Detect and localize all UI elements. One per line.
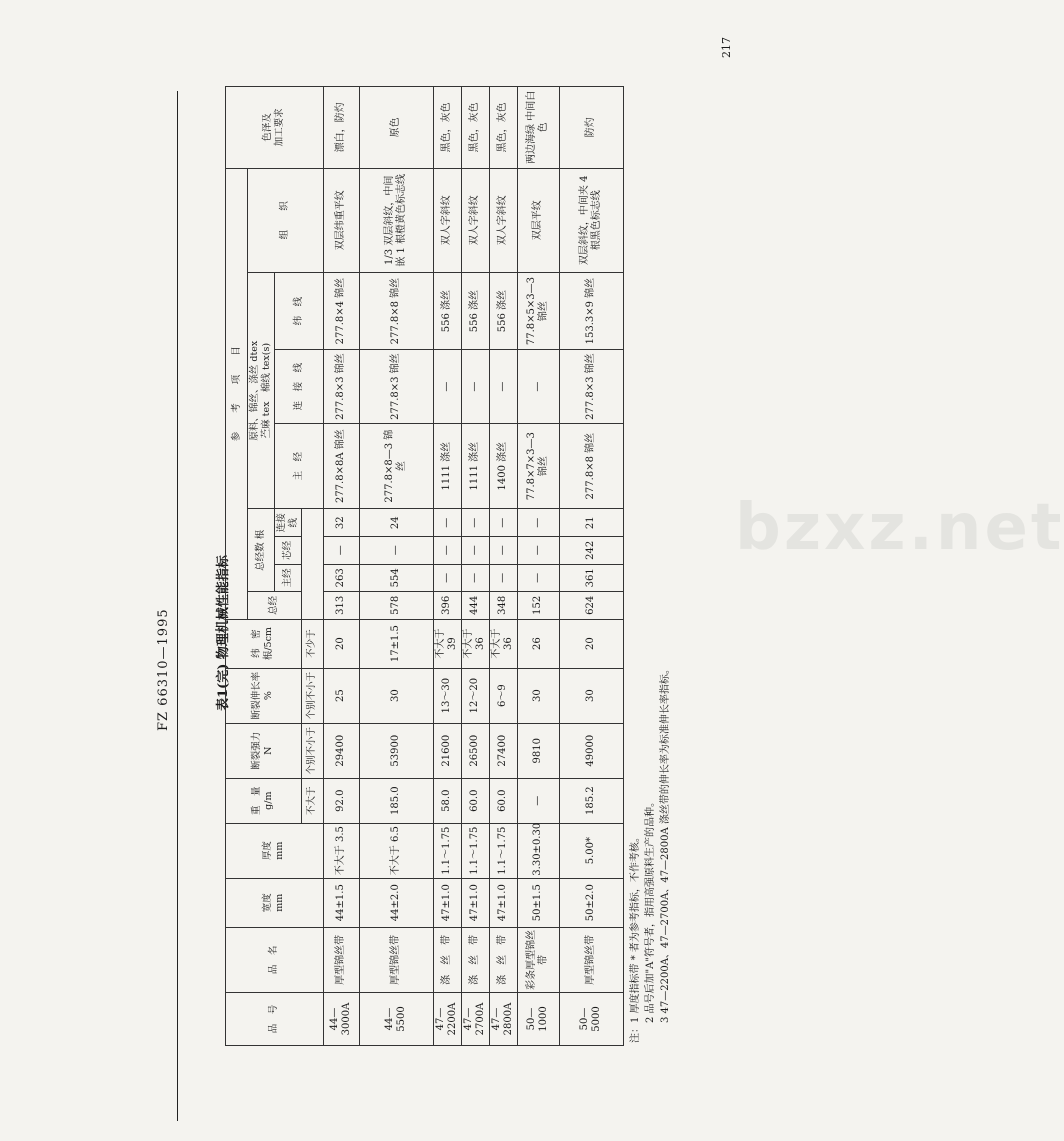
header-elongation: [226, 668, 302, 723]
cell-core: —: [323, 537, 359, 565]
cell-name: 厚型锦丝带: [559, 927, 623, 992]
header-weft-density-unit: 根/5cm: [263, 627, 275, 661]
cell-code: 50—1000: [517, 992, 559, 1045]
cell-thickness: 1.1～1.75: [461, 823, 489, 878]
cell-thickness: 1.1～1.75: [489, 823, 517, 878]
cell-mat-weft: 277.8×4 锦丝: [323, 272, 359, 350]
cell-mat-conn: —: [461, 350, 489, 423]
cell-width: 47±1.0: [489, 878, 517, 927]
cell-mat-weft: 556 涤丝: [433, 272, 461, 350]
cell-mat-weft: 556 涤丝: [489, 272, 517, 350]
cell-color: 两边海绿 中间白色: [517, 87, 559, 169]
header-material-label-2: 苎麻 tex 棉线 tex(s): [260, 342, 272, 439]
cell-elongation: 25: [323, 668, 359, 723]
cell-core: —: [461, 537, 489, 565]
header-material: [248, 272, 275, 509]
header-pinming: 品 名: [226, 927, 324, 992]
cell-thickness: 1.1～1.75: [433, 823, 461, 878]
cell-code: 44—5500: [359, 992, 433, 1045]
cell-color: 漂白，防灼: [323, 87, 359, 169]
header-weft-density-sub: 不少于: [301, 619, 323, 668]
cell-mat-conn: 277.8×3 锦丝: [559, 350, 623, 423]
cell-weight: 185.0: [359, 778, 433, 823]
cell-thickness: 不大于 6.5: [359, 823, 433, 878]
standard-number: FZ 66310—1995: [156, 608, 171, 731]
cell-width: 50±1.5: [517, 878, 559, 927]
cell-strength: 49000: [559, 723, 623, 778]
cell-conn: 32: [323, 509, 359, 537]
cell-total: 578: [359, 592, 433, 620]
header-reference: 参 考 项 目: [226, 168, 248, 619]
cell-width: 44±1.5: [323, 878, 359, 927]
cell-strength: 21600: [433, 723, 461, 778]
cell-density: 26: [517, 619, 559, 668]
table-row: [559, 87, 623, 1046]
cell-weight: —: [517, 778, 559, 823]
cell-weight: 58.0: [433, 778, 461, 823]
cell-main: —: [517, 564, 559, 592]
table-notes: [628, 664, 673, 1043]
cell-conn: 24: [359, 509, 433, 537]
cell-elongation: 12～20: [461, 668, 489, 723]
header-m-lianjie: 连 接 线: [274, 350, 323, 423]
cell-core: —: [433, 537, 461, 565]
cell-org: 双层平纹: [517, 168, 559, 272]
cell-total: 444: [461, 592, 489, 620]
cell-main: 361: [559, 564, 623, 592]
cell-code: 47—2700A: [461, 992, 489, 1045]
header-strength-label: 断裂强力: [251, 731, 263, 770]
cell-core: 242: [559, 537, 623, 565]
cell-total: 152: [517, 592, 559, 620]
cell-color: 黑色，灰色: [489, 87, 517, 169]
cell-thickness: 3.30±0.30: [517, 823, 559, 878]
cell-mat-main: 77.8×7×3—3 锦丝: [517, 423, 559, 509]
header-pinhao: 品 号: [226, 992, 324, 1045]
header-elongation-label: 断裂伸长率: [251, 671, 263, 720]
header-total-ends: [248, 509, 275, 592]
cell-mat-conn: 277.8×3 锦丝: [359, 350, 433, 423]
cell-code: 44—3000A: [323, 992, 359, 1045]
header-organization: 组 织: [248, 168, 324, 272]
header-weight: [226, 778, 302, 823]
cell-name: 厚型锦丝带: [359, 927, 433, 992]
page-number: 217: [720, 37, 733, 58]
cell-core: —: [517, 537, 559, 565]
table-title: 表1(完) 物理机械性能指标: [216, 555, 231, 711]
cell-elongation: 6～9: [489, 668, 517, 723]
header-width-unit: mm: [274, 893, 286, 912]
cell-color: 原色: [359, 87, 433, 169]
cell-elongation: 30: [359, 668, 433, 723]
header-color-label: 色泽及: [262, 113, 274, 142]
cell-mat-main: 277.8×8—3 锦丝: [359, 423, 433, 509]
cell-strength: 29400: [323, 723, 359, 778]
cell-density: 不大于 36: [489, 619, 517, 668]
header-strength-sub: 个别不小于: [301, 723, 323, 778]
cell-main: —: [461, 564, 489, 592]
cell-mat-conn: —: [517, 350, 559, 423]
table-row: [517, 87, 559, 1046]
header-thickness-label: 厚度: [262, 841, 274, 861]
cell-strength: 26500: [461, 723, 489, 778]
header-weight-label: 重 量: [251, 786, 263, 815]
cell-conn: —: [461, 509, 489, 537]
header-ends-spacer: [301, 509, 323, 619]
header-zongjing: 总经: [248, 592, 302, 620]
header-m-weixian: 纬 线: [274, 272, 323, 350]
cell-total: 624: [559, 592, 623, 620]
cell-weight: 185.2: [559, 778, 623, 823]
cell-strength: 27400: [489, 723, 517, 778]
cell-main: 554: [359, 564, 433, 592]
cell-name: 彩条厚型锦丝带: [517, 927, 559, 992]
note-1: 注：1 厚度指标带 * 者为参考指标，不作考核。: [630, 832, 641, 1043]
header-weft-density-label: 纬 密: [251, 629, 263, 658]
cell-code: 47—2800A: [489, 992, 517, 1045]
cell-width: 47±1.0: [433, 878, 461, 927]
header-lianjiexian: 连接线: [274, 509, 301, 537]
cell-org: 双人字斜纹: [489, 168, 517, 272]
cell-elongation: 30: [517, 668, 559, 723]
header-total-ends-label: 总经数: [254, 542, 266, 571]
cell-thickness: 不大于 3.5: [323, 823, 359, 878]
cell-conn: 21: [559, 509, 623, 537]
cell-mat-conn: —: [489, 350, 517, 423]
header-color: [226, 87, 324, 169]
cell-mat-conn: 277.8×3 锦丝: [323, 350, 359, 423]
cell-total: 348: [489, 592, 517, 620]
cell-main: 263: [323, 564, 359, 592]
header-elongation-sub: 个别不小于: [301, 668, 323, 723]
cell-density: 20: [559, 619, 623, 668]
cell-color: 防灼: [559, 87, 623, 169]
cell-main: —: [489, 564, 517, 592]
cell-mat-main: 277.8×8 锦丝: [559, 423, 623, 509]
cell-mat-main: 1111 涤丝: [433, 423, 461, 509]
header-strength-unit: N: [263, 746, 275, 755]
cell-mat-main: 1400 涤丝: [489, 423, 517, 509]
note-3: 3 47—2200A、47—2700A、47—2800A 涤丝带的伸长率为标准伸长率指标。: [660, 664, 671, 1023]
header-xinjing: 芯经: [274, 537, 301, 565]
cell-conn: —: [489, 509, 517, 537]
header-weight-unit: g/m: [263, 791, 275, 810]
cell-mat-weft: 556 涤丝: [461, 272, 489, 350]
cell-name: 涤 丝 带: [461, 927, 489, 992]
header-strength: [226, 723, 302, 778]
header-weight-sub: 不大于: [301, 778, 323, 823]
note-2: 2 品号后加"A"符号者，指用高强原料生产的品种。: [645, 797, 656, 1023]
table-row: [359, 87, 433, 1046]
header-rule: [177, 91, 178, 1121]
cell-mat-main: 277.8×8A 锦丝: [323, 423, 359, 509]
cell-total: 313: [323, 592, 359, 620]
cell-mat-main: 1111 涤丝: [461, 423, 489, 509]
cell-name: 涤 丝 带: [433, 927, 461, 992]
header-thickness: [226, 823, 324, 878]
table-row: [489, 87, 517, 1046]
cell-org: 双人字斜纹: [433, 168, 461, 272]
table-row: [461, 87, 489, 1046]
cell-elongation: 13～30: [433, 668, 461, 723]
cell-width: 44±2.0: [359, 878, 433, 927]
cell-color: 黑色，灰色: [461, 87, 489, 169]
table-row: [323, 87, 359, 1046]
cell-code: 50—5000: [559, 992, 623, 1045]
properties-table: [225, 86, 624, 1046]
cell-density: 20: [323, 619, 359, 668]
cell-org: 1/3 双层斜纹，中间嵌 1 根橙黄色标志线: [359, 168, 433, 272]
header-color-label-2: 加工要求: [274, 108, 286, 147]
cell-mat-conn: —: [433, 350, 461, 423]
cell-mat-weft: 277.8×8 锦丝: [359, 272, 433, 350]
header-elongation-unit: %: [263, 691, 275, 701]
cell-weight: 60.0: [461, 778, 489, 823]
header-thickness-unit: mm: [274, 841, 286, 860]
cell-elongation: 30: [559, 668, 623, 723]
cell-name: 厚型锦丝带: [323, 927, 359, 992]
cell-density: 不大于 36: [461, 619, 489, 668]
cell-mat-weft: 77.8×5×3—3 锦丝: [517, 272, 559, 350]
cell-strength: 9810: [517, 723, 559, 778]
cell-conn: —: [517, 509, 559, 537]
header-total-ends-unit: 根: [254, 529, 266, 540]
cell-density: 不大于 39: [433, 619, 461, 668]
cell-org: 双层斜纹，中间夹 4 根黑色标志线: [559, 168, 623, 272]
cell-total: 396: [433, 592, 461, 620]
cell-width: 50±2.0: [559, 878, 623, 927]
cell-color: 黑色，灰色: [433, 87, 461, 169]
watermark: bzxz.net: [735, 491, 1064, 565]
cell-org: 双人字斜纹: [461, 168, 489, 272]
cell-name: 涤 丝 带: [489, 927, 517, 992]
header-width-label: 宽度: [262, 893, 274, 913]
header-weft-density: [226, 619, 302, 668]
header-zhujing: 主经: [274, 564, 301, 592]
cell-weight: 60.0: [489, 778, 517, 823]
cell-width: 47±1.0: [461, 878, 489, 927]
cell-weight: 92.0: [323, 778, 359, 823]
header-m-zhujing: 主 经: [274, 423, 323, 509]
cell-code: 47—2200A: [433, 992, 461, 1045]
cell-conn: —: [433, 509, 461, 537]
table-row: [433, 87, 461, 1046]
header-material-label: 原料、锦丝、涤丝 dtex: [249, 340, 260, 441]
header-width: [226, 878, 324, 927]
cell-mat-weft: 153.3×9 锦丝: [559, 272, 623, 350]
cell-strength: 53900: [359, 723, 433, 778]
cell-core: —: [489, 537, 517, 565]
cell-main: —: [433, 564, 461, 592]
cell-thickness: 5.00*: [559, 823, 623, 878]
cell-density: 17±1.5: [359, 619, 433, 668]
cell-core: —: [359, 537, 433, 565]
cell-org: 双层纬重平纹: [323, 168, 359, 272]
